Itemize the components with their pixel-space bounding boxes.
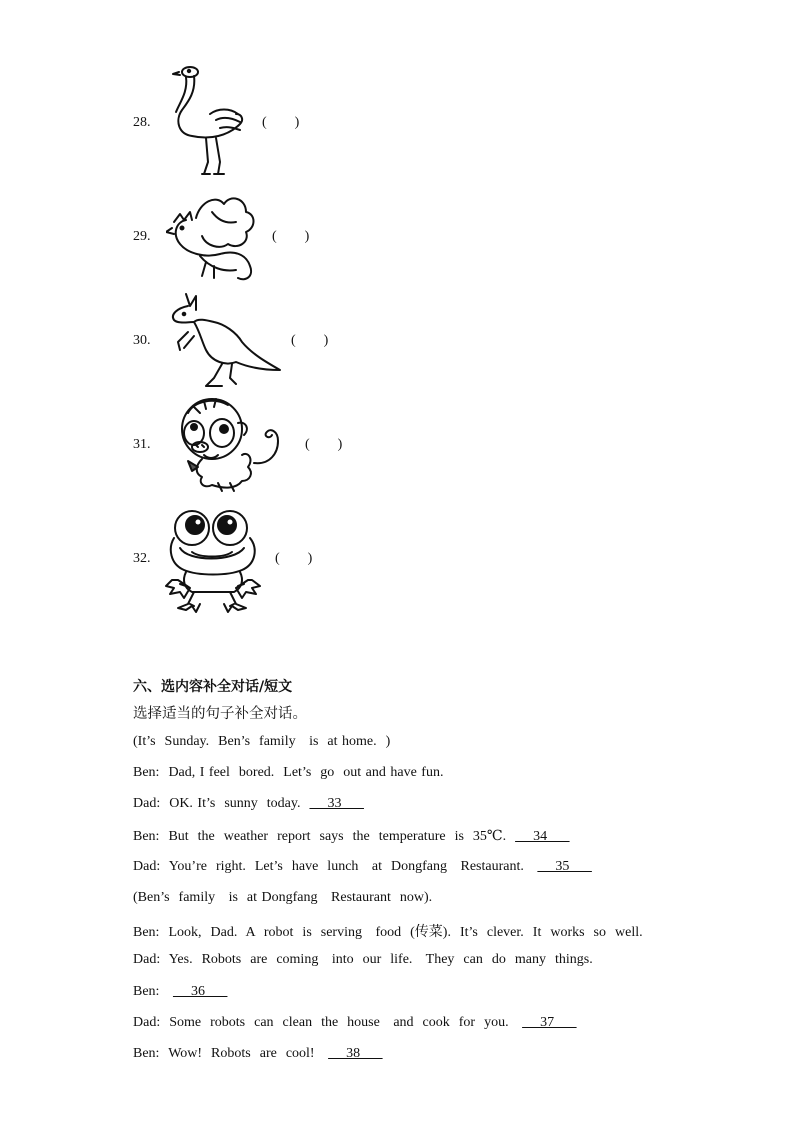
answer-parentheses-28[interactable]: ( )	[262, 115, 300, 130]
ostrich-icon	[170, 62, 250, 180]
answer-blank-37[interactable]: 37	[522, 1015, 577, 1030]
answer-blank-38[interactable]: 38	[328, 1046, 383, 1061]
question-number-32: 32.	[133, 551, 151, 566]
dialogue-line: Dad: Yes. Robots are coming into our life. They can do many things.	[133, 952, 593, 967]
answer-blank-35[interactable]: 35	[537, 859, 592, 874]
dialogue-line: (It’s Sunday. Ben’s family is at home. )	[133, 734, 391, 749]
dialogue-line: Dad: Some robots can clean the house and cook for you. 37	[133, 1015, 577, 1030]
dialogue-line: Ben: Look, Dad. A robot is serving food (传菜). It’s clever. It works so well.	[133, 925, 643, 940]
answer-parentheses-32[interactable]: ( )	[275, 551, 313, 566]
question-number-29: 29.	[133, 229, 151, 244]
question-number-30: 30.	[133, 333, 151, 348]
dialogue-line: Ben: Dad, I feel bored. Let’s go out and have fun.	[133, 765, 444, 780]
kangaroo-icon	[166, 292, 282, 390]
dialogue-line: Ben: Wow! Robots are cool! 38	[133, 1046, 383, 1061]
answer-parentheses-31[interactable]: ( )	[305, 437, 343, 452]
answer-parentheses-29[interactable]: ( )	[272, 229, 310, 244]
dialogue-line: Ben: But the weather report says the temperature is 35℃. 34	[133, 829, 570, 844]
dialogue-line: Dad: You’re right. Let’s have lunch at Dongfang Restaurant. 35	[133, 859, 592, 874]
section-instruction: 选择适当的句子补全对话。	[133, 706, 307, 722]
question-number-28: 28.	[133, 115, 151, 130]
answer-blank-36[interactable]: 36	[172, 984, 228, 999]
answer-blank-33[interactable]: 33	[309, 796, 364, 811]
dialogue-line: Ben: 36	[133, 984, 228, 999]
dialogue-line: Dad: OK. It’s sunny today. 33	[133, 796, 364, 811]
answer-blank-34[interactable]: 34	[515, 829, 570, 844]
bird-icon	[166, 192, 262, 288]
section-heading: 六、选内容补全对话/短文	[133, 679, 293, 695]
monkey-icon	[174, 393, 294, 495]
answer-parentheses-30[interactable]: ( )	[291, 333, 329, 348]
dialogue-line: (Ben’s family is at Dongfang Restaurant now).	[133, 890, 433, 905]
frog-icon	[164, 508, 266, 618]
question-number-31: 31.	[133, 437, 151, 452]
